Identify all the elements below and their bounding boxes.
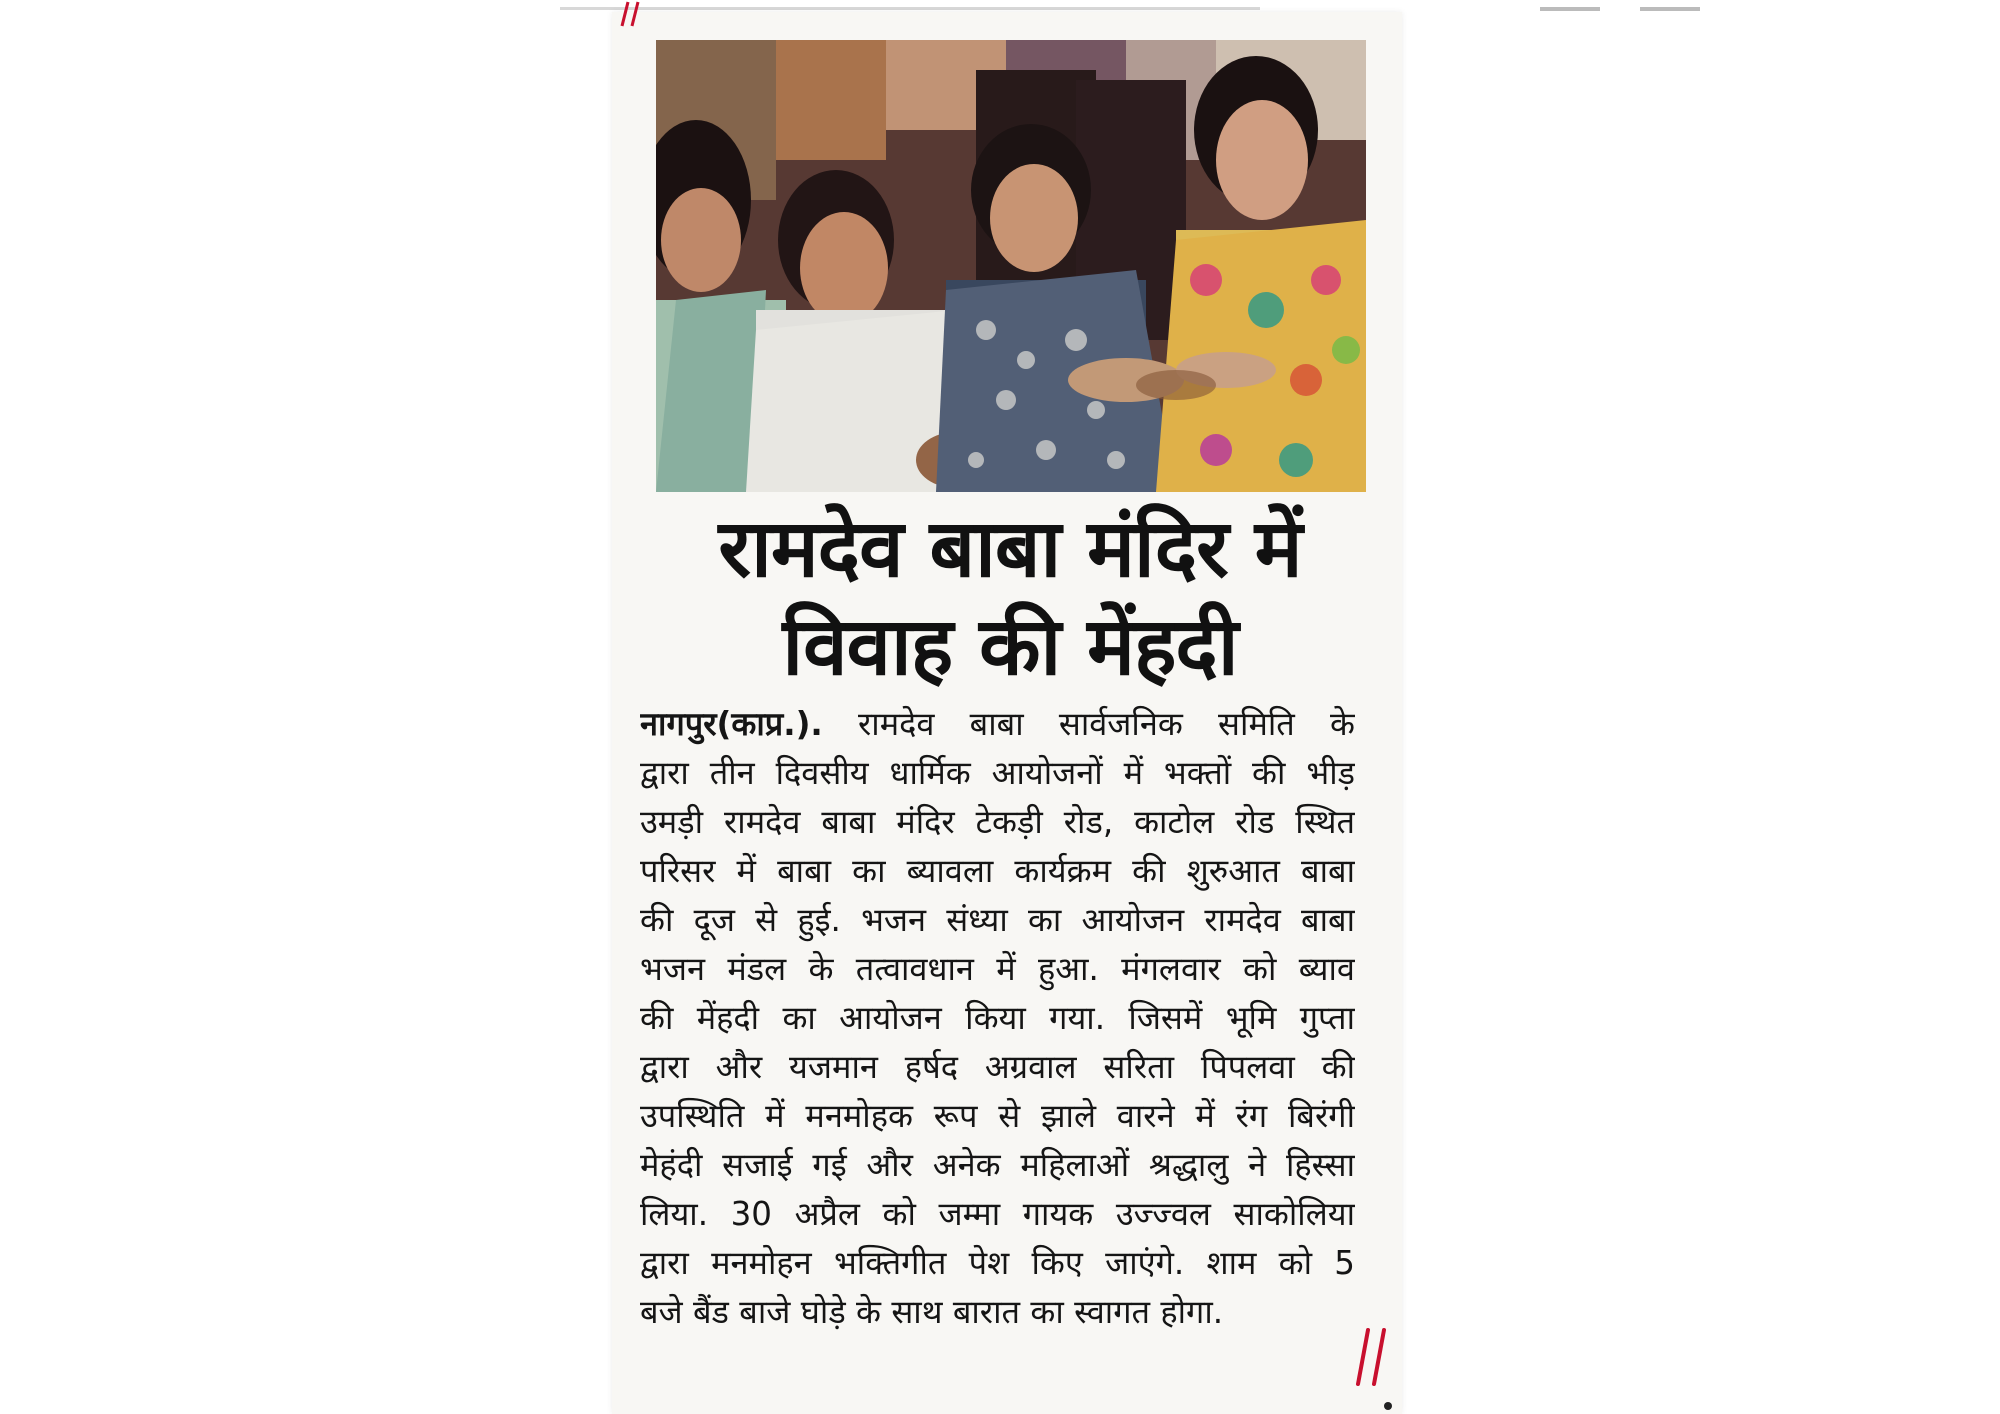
body-line: की दूज से हुई. भजन संध्या का आयोजन रामदेव बाबा	[640, 901, 1355, 939]
body-line: परिसर में बाबा का ब्यावला कार्यक्रम की शुरुआत बाबा	[640, 852, 1355, 890]
body-line-text: रामदेव बाबा सार्वजनिक समिति के	[822, 705, 1355, 743]
body-line	[640, 700, 1355, 749]
scan-dot	[1384, 1402, 1392, 1410]
article-headline	[640, 500, 1380, 696]
body-line: बजे बैंड बाजे घोड़े के साथ बारात का स्वागत होगा.	[640, 1293, 1224, 1331]
headline-line-1: रामदेव बाबा मंदिर में	[718, 502, 1302, 595]
scan-edge-marks	[0, 0, 2000, 8]
body-line: मेहंदी सजाई गई और अनेक महिलाओं श्रद्धालु ने हिस्सा	[640, 1146, 1355, 1184]
body-line: भजन मंडल के तत्वावधान में हुआ. मंगलवार को ब्याव	[640, 950, 1355, 988]
pen-mark-end	[1352, 1326, 1392, 1386]
body-line: द्वारा और यजमान हर्षद अग्रवाल सरिता पिपलवा की	[640, 1048, 1355, 1086]
body-line: लिया. 30 अप्रैल को जम्मा गायक उज्ज्वल साकोलिया	[640, 1195, 1355, 1233]
body-line: उपस्थिति में मनमोहक रूप से झाले वारने में रंग बिरंगी	[640, 1097, 1355, 1135]
body-line: द्वारा मनमोहन भक्तिगीत पेश किए जाएंगे. शाम को 5	[640, 1244, 1355, 1282]
headline-line-2: विवाह की मेंहदी	[782, 600, 1238, 693]
dateline: नागपुर(काप्र.).	[640, 705, 823, 743]
article-photo	[656, 40, 1366, 492]
pen-mark-top	[616, 0, 646, 28]
article-body	[640, 700, 1355, 1337]
body-line: की मेंहदी का आयोजन किया गया. जिसमें भूमि गुप्ता	[640, 999, 1355, 1037]
body-line: द्वारा तीन दिवसीय धार्मिक आयोजनों में भक्तों की भीड़	[640, 754, 1355, 792]
body-line: उमड़ी रामदेव बाबा मंदिर टेकड़ी रोड, काटोल रोड स्थित	[640, 803, 1355, 841]
